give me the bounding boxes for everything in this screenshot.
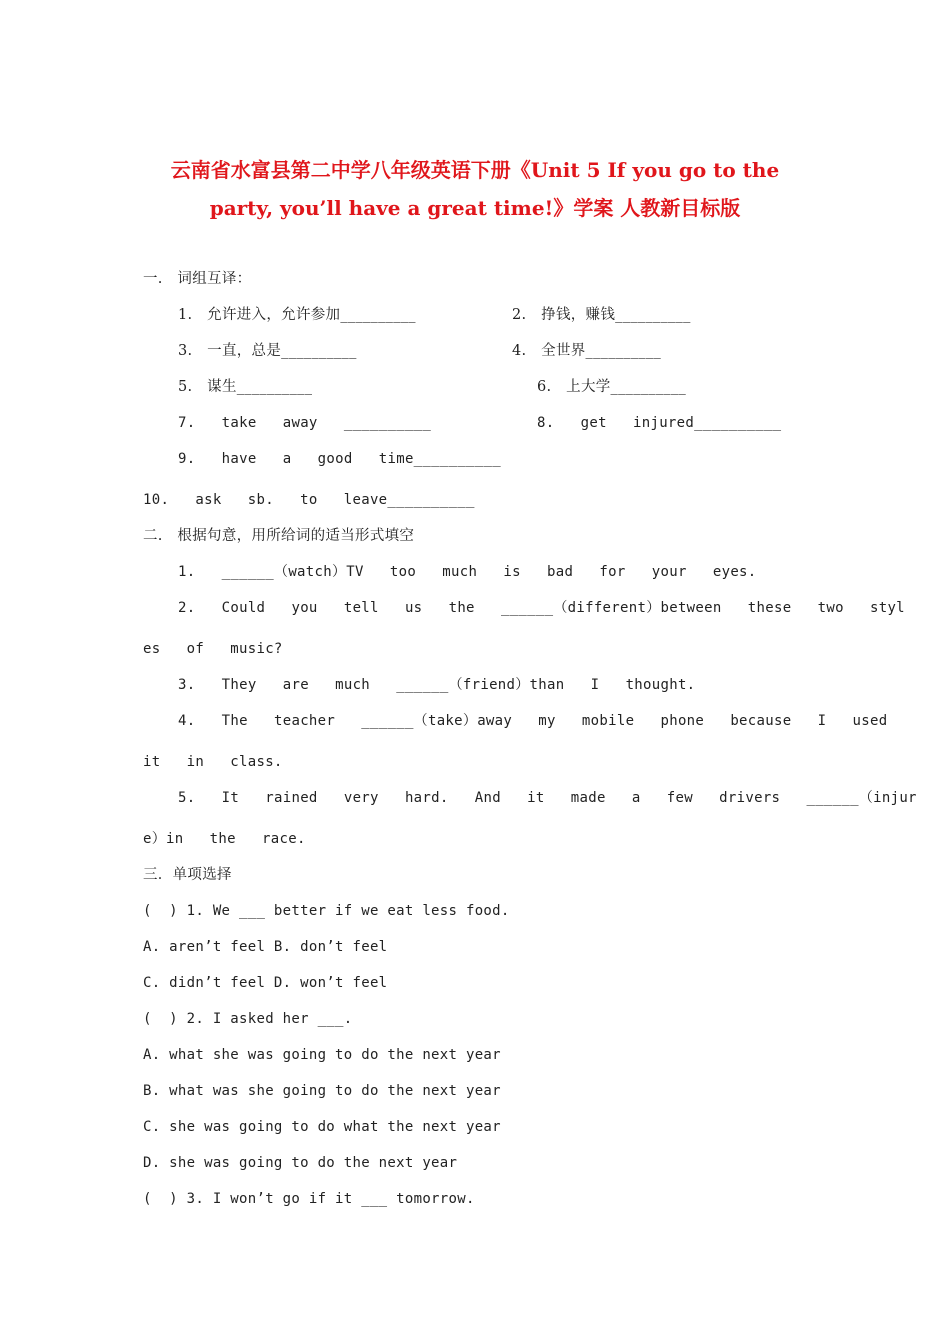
section1-item: 1. 允许进入，允许参加__________ [178, 307, 416, 323]
section1-heading: 一. 词组互译： [143, 271, 252, 287]
section3-line: A. aren’t feel B. don’t feel [143, 939, 388, 955]
section2-line: 4. The teacher ______（take）away my mobile phone because I used [178, 713, 888, 729]
section1-item: 9. have a good time__________ [178, 451, 501, 467]
section2-line: 3. They are much ______（friend）than I thought. [178, 677, 696, 693]
section2-line: 5. It rained very hard. And it made a few drivers ______（injur [178, 790, 917, 806]
section1-item: 7. take away __________ [178, 415, 432, 431]
section1-item: 3. 一直，总是__________ [178, 343, 357, 359]
section2-heading: 二. 根据句意，用所给词的适当形式填空 [143, 528, 415, 544]
section2-line: e）in the race. [143, 831, 306, 847]
section3-line: D. she was going to do the next year [143, 1155, 458, 1171]
section1-item: 2. 挣钱，赚钱__________ [512, 307, 691, 323]
section3-heading: 三．单项选择 [143, 867, 232, 883]
section3-line: A. what she was going to do the next year [143, 1047, 501, 1063]
section2-line: 1. ______（watch）TV too much is bad for your eyes. [178, 564, 757, 580]
section1-item: 5. 谋生__________ [178, 379, 313, 395]
section1-item: 6. 上大学__________ [537, 379, 687, 395]
section3-line: ( ) 1. We ___ better if we eat less food. [143, 903, 510, 919]
section2-line: es of music? [143, 641, 283, 657]
section3-line: C. didn’t feel D. won’t feel [143, 975, 388, 991]
section3-line: B. what was she going to do the next year [143, 1083, 501, 1099]
section3-line: ( ) 3. I won’t go if it ___ tomorrow. [143, 1191, 475, 1207]
section1-item: 4. 全世界__________ [512, 343, 662, 359]
document-title-line-2: party, you’ll have a great time!》学案 人教新目标版 [209, 196, 741, 220]
section1-item: 8. get injured__________ [537, 415, 782, 431]
section3-line: ( ) 2. I asked her ___. [143, 1011, 353, 1027]
section3-line: C. she was going to do what the next year [143, 1119, 501, 1135]
document-title-line-1: 云南省水富县第二中学八年级英语下册《Unit 5 If you go to the [170, 158, 780, 182]
section2-line: it in class. [143, 754, 283, 770]
section1-item: 10. ask sb. to leave__________ [143, 492, 475, 508]
section2-line: 2. Could you tell us the ______（different）between these two styl [178, 600, 905, 616]
